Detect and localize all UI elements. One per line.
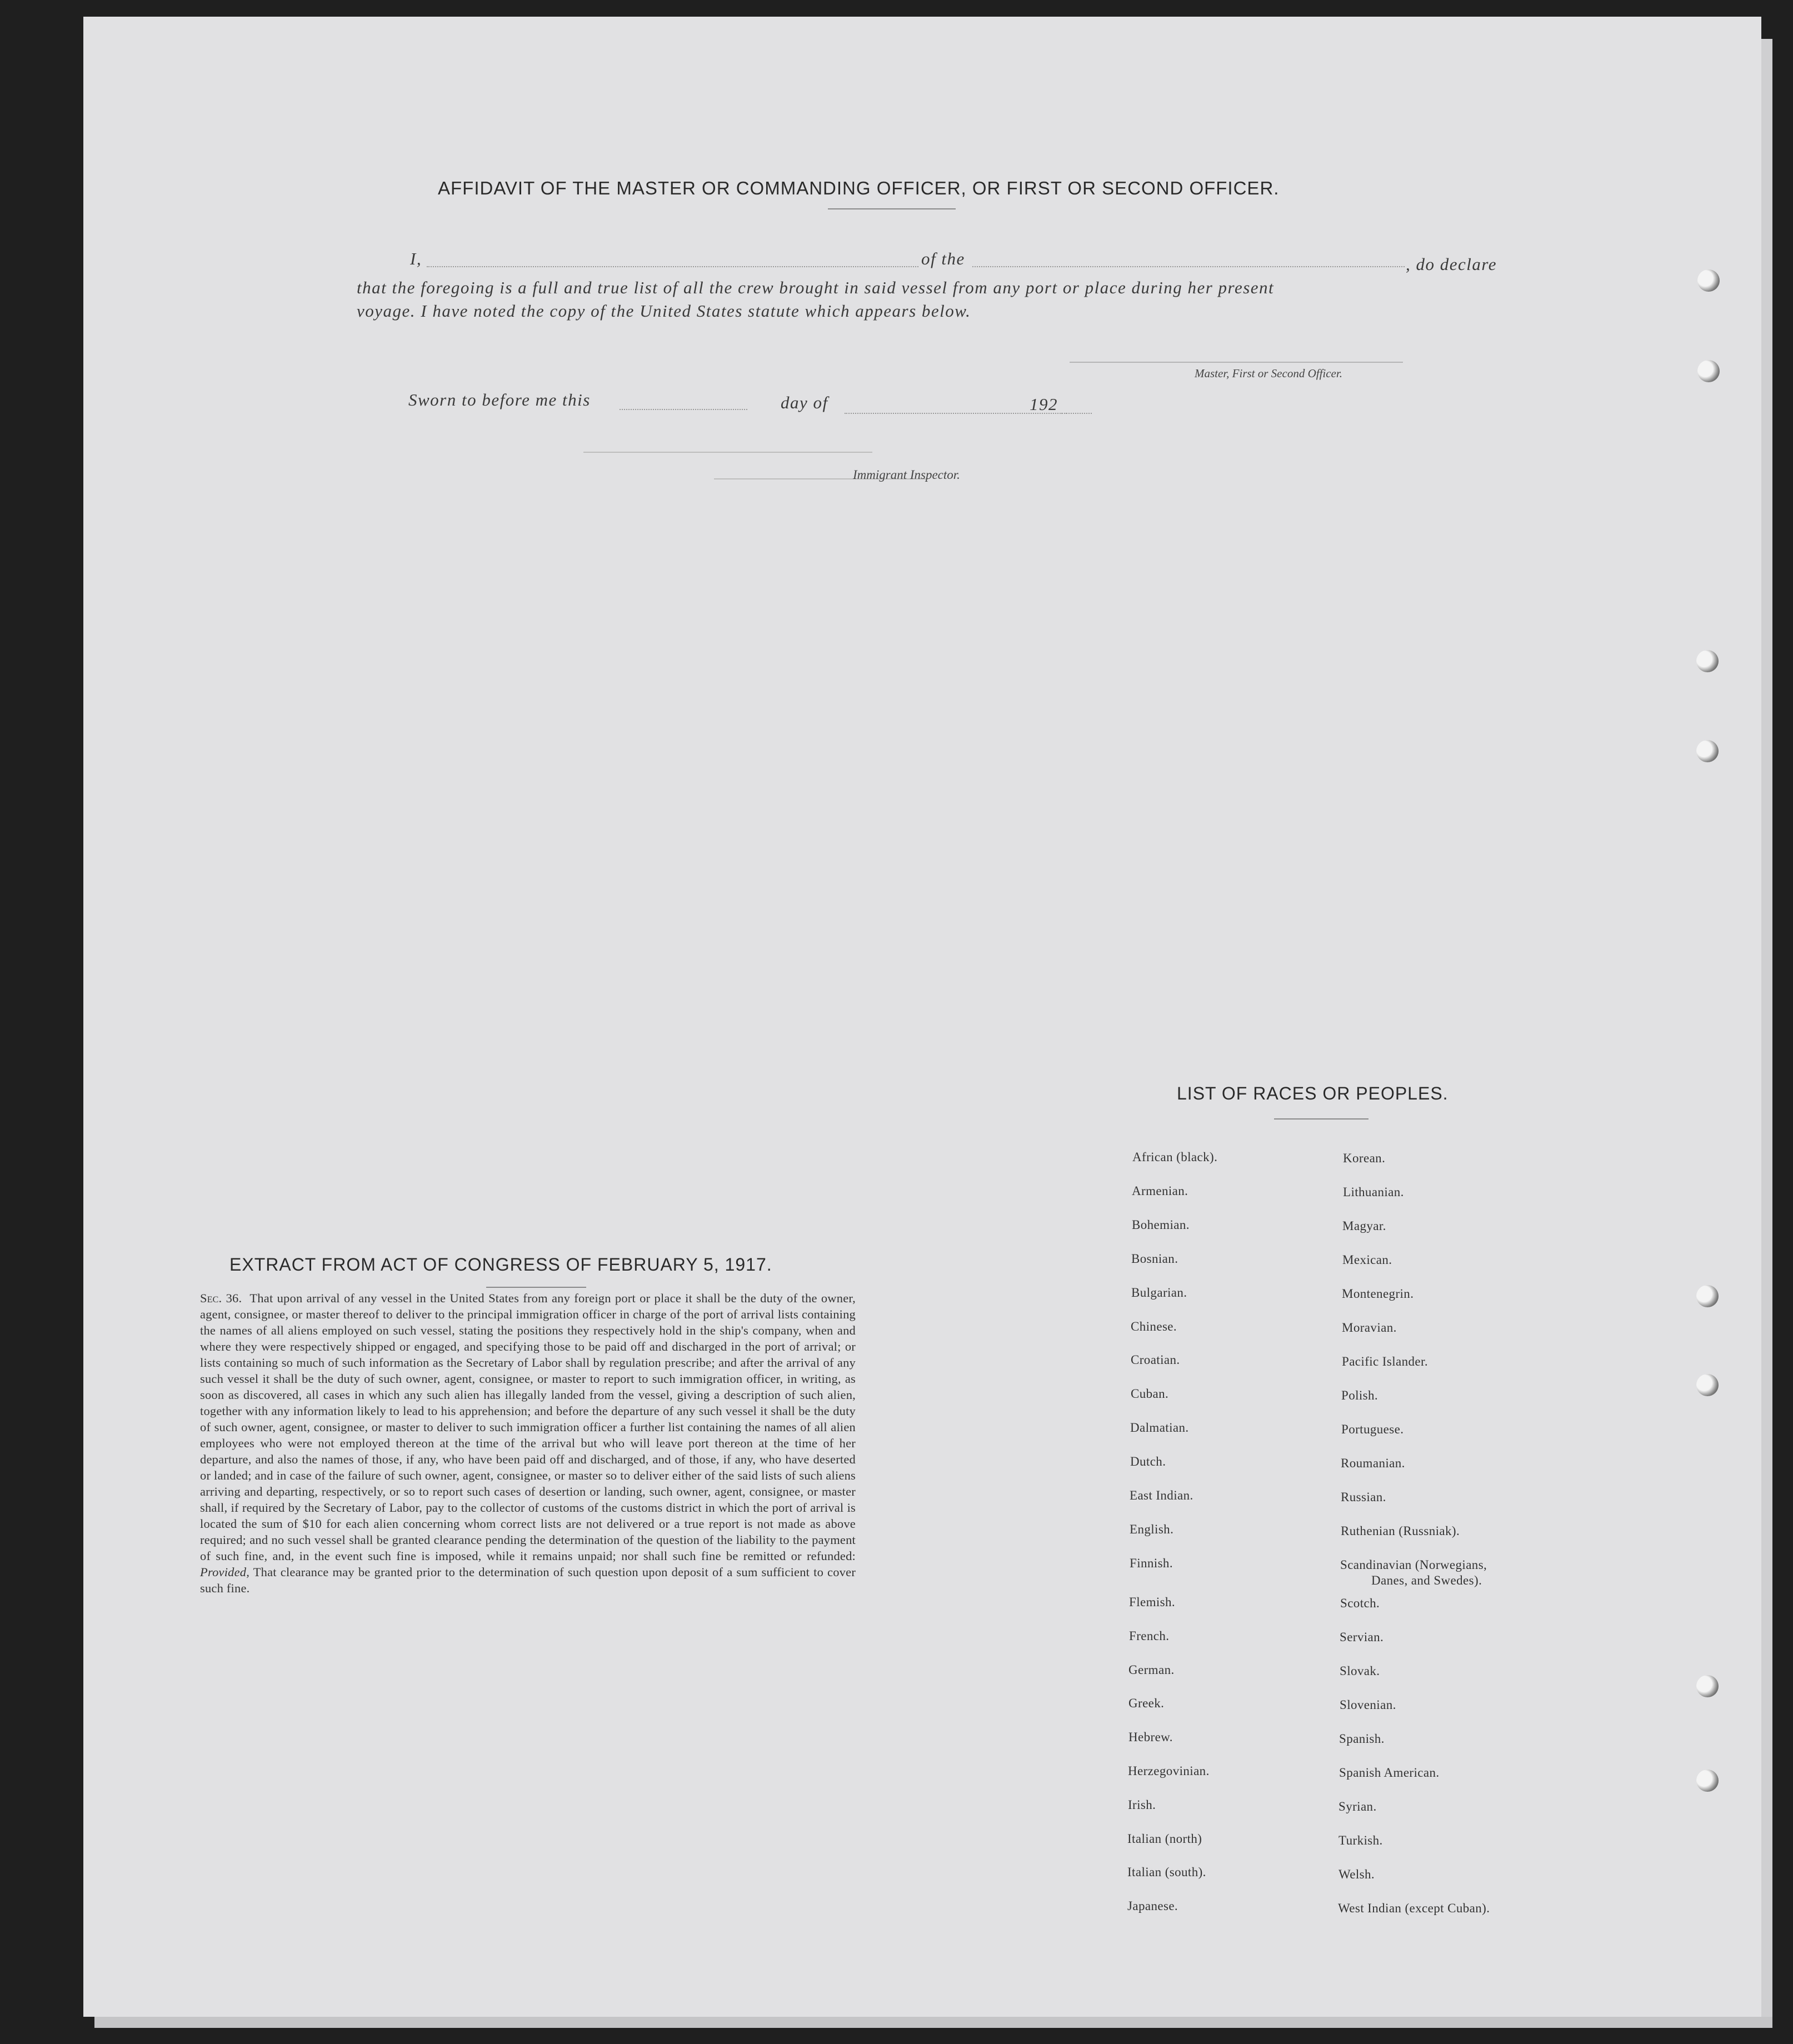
race-item: Slovak. [1340, 1664, 1380, 1678]
race-item: African (black). [1132, 1150, 1218, 1164]
race-item: Turkish. [1338, 1833, 1383, 1847]
race-item: Italian (south). [1127, 1865, 1206, 1879]
race-item: Moravian. [1342, 1321, 1397, 1335]
race-item: Spanish American. [1339, 1766, 1440, 1780]
officer-signature-label: Master, First or Second Officer. [1195, 367, 1342, 380]
statute-provided: Provided, [200, 1565, 250, 1579]
race-item: Scandinavian (Norwegians, [1340, 1558, 1487, 1572]
binder-hole [1696, 1374, 1719, 1396]
binder-hole [1697, 360, 1720, 382]
sworn-label: Sworn to before me this [408, 390, 591, 409]
race-item: Dalmatian. [1130, 1421, 1189, 1435]
race-item: Russian. [1341, 1490, 1386, 1504]
race-item: Croatian. [1131, 1353, 1180, 1367]
race-item-continuation: Danes, and Swedes). [1371, 1573, 1482, 1587]
vessel-name-blank[interactable] [972, 266, 1405, 267]
race-item: Greek. [1128, 1696, 1165, 1710]
race-item: Finnish. [1130, 1556, 1173, 1570]
master-name-blank[interactable] [427, 266, 918, 267]
sworn-year-blank[interactable] [1061, 412, 1092, 414]
race-item: Roumanian. [1341, 1456, 1405, 1470]
race-item: Servian. [1340, 1630, 1384, 1644]
inspector-label: Immigrant Inspector. [853, 468, 960, 482]
statute-text [200, 1290, 856, 1596]
binder-hole [1696, 650, 1719, 672]
race-item: East Indian. [1130, 1488, 1193, 1502]
race-item: Bohemian. [1132, 1218, 1190, 1232]
day-of-label: day of [781, 393, 828, 412]
race-item: Polish. [1341, 1388, 1379, 1402]
binder-hole [1696, 1675, 1719, 1697]
race-item: Scotch. [1340, 1596, 1380, 1610]
race-item: French. [1129, 1629, 1170, 1643]
race-item: Korean. [1343, 1151, 1386, 1165]
affidavit-of-the-label: of the [921, 249, 965, 268]
year-prefix: 192 [1030, 394, 1058, 414]
race-item: Welsh. [1338, 1867, 1375, 1881]
races-title-rule [1274, 1118, 1369, 1120]
race-item: Bulgarian. [1131, 1286, 1187, 1300]
statute-body: That upon arrival of any vessel in the United States from any foreign port or place it shall be the duty of the owner, agent, consignee, or master thereof to deliver to the principal immigration officer in charge of the port of arrival lists containing the names of all aliens employed on such vessel, stating the positions they respectively hold in the ship's company, when and where they were respectively shipped or engaged, and specifying those to be paid off and discharged in the port of arrival; or lists containing so much of such information as the Secretary of Labor shall by regulation prescribe; and after the arrival of any such vessel it shall be the duty of such owner, agent, consignee, or master to report to such immigration officer, in writing, as soon as discovered, all cases in which any such alien has illegally landed from the vessel, giving a description of such alien, together with any information likely to lead to his apprehension; and before the departure of any such vessel it shall be the duty of such owner, agent, consignee, or master to deliver to such immigration officer a further list containing the names of all alien employees who were not employed thereon at the time of the arrival but who will leave port thereon at the time of her departure, and also the names of those, if any, who have been paid off and discharged, and of those, if any, who have deserted or landed; and in case of the failure of such owner, agent, consignee, or master so to deliver either of the said lists of such aliens arriving and departing, respectively, or so to report such cases of desertion or landing, such owner, agent, consignee, or master shall, if required by the Secretary of Labor, pay to the collector of customs of the customs district in which the port of arrival is located the sum of $10 for each alien concerning whom correct lists are not delivered or a true report is not made as above required; and no such vessel shall be granted clearance pending the determination of the question of the liability to the payment of such fine, and, in the event such fine is imposed, while it remains unpaid; nor shall such fine be remitted or refunded: [200, 1291, 856, 1563]
race-item: Cuban. [1131, 1387, 1169, 1401]
race-item: Hebrew. [1128, 1730, 1173, 1744]
race-item: Armenian. [1132, 1184, 1188, 1198]
affidavit-i-label: I, [410, 249, 422, 268]
affidavit-title: AFFIDAVIT OF THE MASTER OR COMMANDING OFFICER, OR FIRST OR SECOND OFFICER. [438, 178, 1280, 198]
extract-title: EXTRACT FROM ACT OF CONGRESS OF FEBRUARY 5, 1917. [229, 1255, 772, 1275]
affidavit-line-2: that the foregoing is a full and true list of all the crew brought in said vessel from any port or place during her present [357, 278, 1275, 297]
form-page [83, 17, 1761, 2017]
race-item: Herzegovinian. [1128, 1764, 1210, 1778]
races-title: LIST OF RACES OR PEOPLES. [1177, 1083, 1449, 1103]
affidavit-declare-label: , do declare [1406, 254, 1497, 274]
binder-hole [1696, 1770, 1719, 1792]
officer-signature-blank[interactable] [1070, 361, 1403, 363]
inspector-signature-blank[interactable] [583, 451, 872, 453]
race-item: Japanese. [1127, 1899, 1178, 1913]
affidavit-line-3: voyage. I have noted the copy of the United States statute which appears below. [357, 301, 971, 321]
race-item: Magyar. [1342, 1219, 1386, 1233]
race-item: Montenegrin. [1342, 1287, 1414, 1301]
binder-hole [1696, 740, 1719, 762]
race-item: Syrian. [1338, 1800, 1377, 1813]
race-item: Chinese. [1131, 1320, 1177, 1333]
affidavit-title-rule [828, 208, 956, 209]
extract-title-rule [486, 1287, 586, 1288]
binder-hole [1696, 1285, 1719, 1307]
race-item: Lithuanian. [1343, 1185, 1404, 1199]
race-item: Flemish. [1129, 1595, 1176, 1609]
race-item: German. [1128, 1663, 1175, 1677]
sworn-day-blank[interactable] [620, 408, 747, 410]
race-item: Ruthenian (Russniak). [1341, 1524, 1460, 1538]
race-item: Slovenian. [1340, 1698, 1396, 1712]
race-item: Bosnian. [1131, 1252, 1178, 1266]
race-item: Mexican. [1342, 1253, 1392, 1267]
binder-hole [1697, 269, 1720, 292]
race-item: West Indian (except Cuban). [1338, 1901, 1490, 1915]
race-item: Dutch. [1130, 1455, 1166, 1468]
race-item: Portuguese. [1341, 1422, 1404, 1436]
race-item: Italian (north) [1127, 1832, 1202, 1846]
race-item: Irish. [1128, 1798, 1156, 1812]
race-item: Pacific Islander. [1342, 1355, 1428, 1368]
statute-section: Sec. 36. [200, 1291, 242, 1305]
race-item: English. [1130, 1522, 1174, 1536]
statute-ending: That clearance may be granted prior to the determination of such question upon deposit of a sum sufficient to cover such fine. [200, 1565, 856, 1595]
race-item: Spanish. [1339, 1732, 1385, 1746]
